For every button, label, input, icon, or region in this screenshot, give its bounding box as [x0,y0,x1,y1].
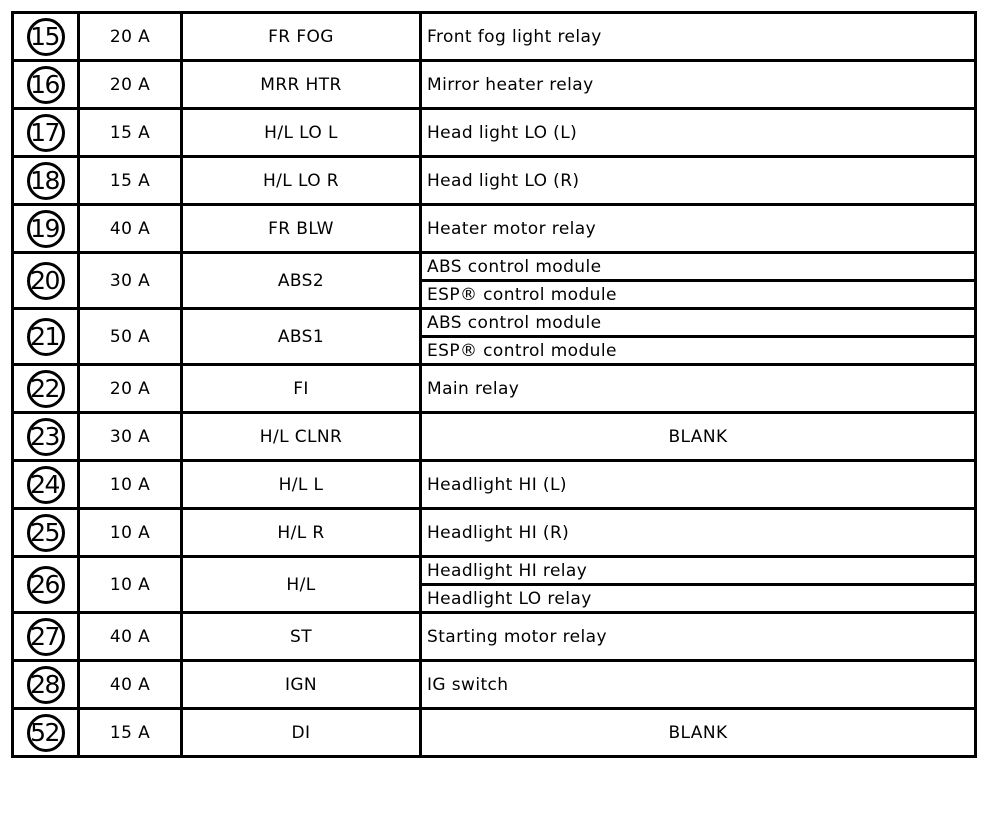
fuse-circuit-description: IG switch [421,661,976,709]
fuse-row [13,509,976,557]
fuse-number-circle: 18 [27,162,65,200]
fuse-number-cell [13,365,79,413]
fuse-circuit-description: Headlight HI relay [421,557,976,585]
fuse-row [13,557,976,585]
fuse-number-cell [13,157,79,205]
fuse-code: ABS1 [182,309,421,365]
fuse-circuit-description: Head light LO (R) [421,157,976,205]
fuse-circuit-description: ABS control module [421,309,976,337]
fuse-code: H/L LO R [182,157,421,205]
fuse-number-cell [13,309,79,365]
fuse-row [13,157,976,205]
fuse-code: FR FOG [182,13,421,61]
fuse-code: H/L R [182,509,421,557]
fuse-number-circle: 28 [27,666,65,704]
fuse-number-circle: 24 [27,466,65,504]
fuse-number-cell [13,61,79,109]
fuse-number-cell [13,253,79,309]
fuse-code: ABS2 [182,253,421,309]
fuse-amperage: 30 A [79,253,182,309]
fuse-circuit-description: BLANK [421,709,976,757]
fuse-amperage: 10 A [79,461,182,509]
fuse-row [13,205,976,253]
fuse-code: H/L [182,557,421,613]
fuse-amperage: 15 A [79,109,182,157]
fuse-number-circle: 23 [27,418,65,456]
fuse-code: FR BLW [182,205,421,253]
fuse-code: IGN [182,661,421,709]
fuse-number-circle: 20 [27,262,65,300]
fuse-circuit-description: Main relay [421,365,976,413]
fuse-code: H/L LO L [182,109,421,157]
fuse-circuit-description: Starting motor relay [421,613,976,661]
fuse-number-cell [13,661,79,709]
fuse-amperage: 10 A [79,509,182,557]
fuse-number-circle: 52 [27,714,65,752]
fuse-row [13,709,976,757]
fuse-number-cell [13,509,79,557]
fuse-code: H/L CLNR [182,413,421,461]
fuse-row [13,309,976,337]
fuse-number-cell [13,13,79,61]
fuse-circuit-description: Heater motor relay [421,205,976,253]
fuse-circuit-description: Headlight HI (R) [421,509,976,557]
fuse-amperage: 20 A [79,365,182,413]
fuse-code: FI [182,365,421,413]
fuse-number-cell [13,461,79,509]
fuse-row [13,661,976,709]
fuse-amperage: 40 A [79,613,182,661]
fuse-row [13,365,976,413]
fuse-circuit-description: BLANK [421,413,976,461]
fuse-number-cell [13,109,79,157]
fuse-amperage: 50 A [79,309,182,365]
fuse-table [11,11,977,758]
fuse-amperage: 20 A [79,13,182,61]
fuse-number-circle: 19 [27,210,65,248]
fuse-circuit-description: ESP® control module [421,281,976,309]
fuse-code: MRR HTR [182,61,421,109]
fuse-circuit-description: Headlight LO relay [421,585,976,613]
fuse-circuit-description: Head light LO (L) [421,109,976,157]
fuse-number-cell [13,613,79,661]
fuse-amperage: 40 A [79,661,182,709]
fuse-row [13,461,976,509]
fuse-number-circle: 15 [27,18,65,56]
fuse-number-circle: 22 [27,370,65,408]
fuse-row [13,61,976,109]
fuse-number-circle: 25 [27,514,65,552]
fuse-number-circle: 27 [27,618,65,656]
fuse-amperage: 30 A [79,413,182,461]
fuse-circuit-description: ABS control module [421,253,976,281]
fuse-amperage: 15 A [79,157,182,205]
fuse-amperage: 10 A [79,557,182,613]
fuse-code: ST [182,613,421,661]
fuse-number-circle: 17 [27,114,65,152]
fuse-row [13,109,976,157]
fuse-number-cell [13,709,79,757]
fuse-amperage: 40 A [79,205,182,253]
fuse-code: H/L L [182,461,421,509]
fuse-number-cell [13,557,79,613]
fuse-number-cell [13,413,79,461]
fuse-row [13,13,976,61]
fuse-circuit-description: Mirror heater relay [421,61,976,109]
fuse-number-circle: 21 [27,318,65,356]
fuse-row [13,253,976,281]
fuse-number-cell [13,205,79,253]
fuse-row [13,413,976,461]
fuse-row [13,613,976,661]
fuse-amperage: 15 A [79,709,182,757]
fuse-table-body [13,13,976,757]
fuse-amperage: 20 A [79,61,182,109]
fuse-number-circle: 16 [27,66,65,104]
fuse-circuit-description: Front fog light relay [421,13,976,61]
fuse-code: DI [182,709,421,757]
fuse-circuit-description: ESP® control module [421,337,976,365]
fuse-number-circle: 26 [27,566,65,604]
fuse-circuit-description: Headlight HI (L) [421,461,976,509]
